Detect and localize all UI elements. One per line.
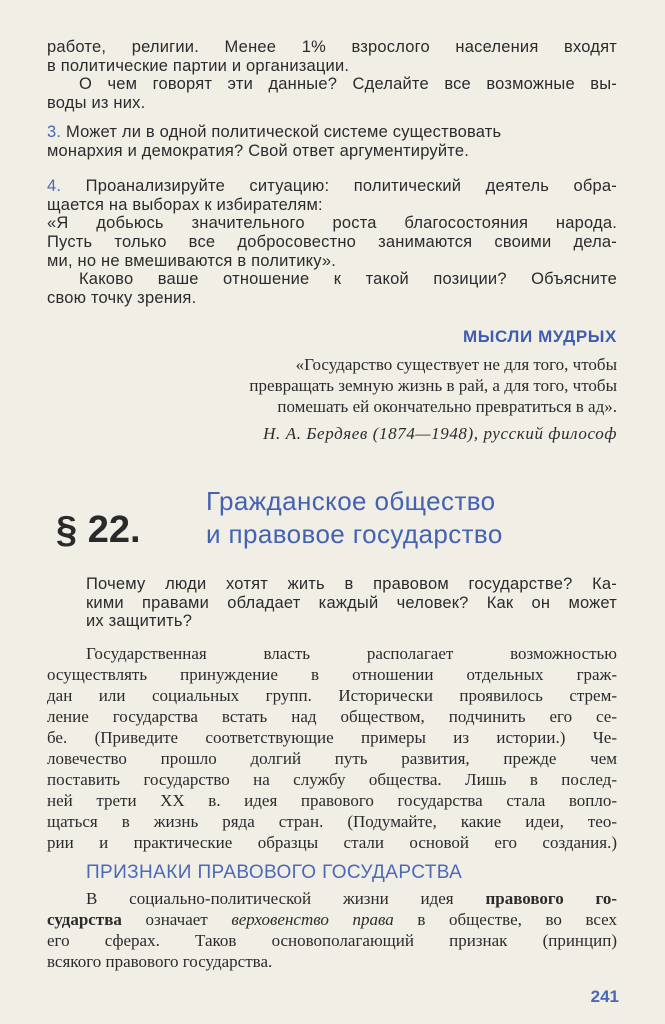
task-number: 4. [47,177,62,195]
wise-thoughts-heading: МЫСЛИ МУДРЫХ [462,327,617,346]
text-line: «Я добьюсь значительного роста благосостояния народа. [47,214,617,232]
task-3 [47,123,501,142]
section-line: всякого правового государства. [47,952,273,971]
text-span: в обществе, во всех [393,910,617,929]
text-line: воды из них. [47,94,146,112]
body-line: ление государства встать над обществом, подчинить его се- [47,707,617,726]
intro-line: их защитить? [86,612,193,630]
quote-author: Н. А. Бердяев (1874—1948), русский философ [263,424,617,443]
paragraph-number: § 22. [56,509,141,551]
body-line: осуществлять принуждение в отношении отдельных граж- [47,665,617,684]
intro-line: Почему люди хотят жить в правовом государстве? Ка- [86,575,617,593]
paragraph-title-line: и правовое государство [206,519,503,549]
text-line: в политические партии и организации. [47,57,350,75]
text-line: монархия и демократия? Свой ответ аргументируйте. [47,142,470,160]
section-heading: ПРИЗНАКИ ПРАВОВОГО ГОСУДАРСТВА [86,862,463,883]
paragraph-title-line: Гражданское общество [206,486,496,516]
quote-line: превращать земную жизнь в рай, а для того, чтобы [249,376,617,395]
text-span: означает [121,910,232,929]
task-number: 3. [47,123,62,141]
term-bold: правового го- [485,889,617,908]
term-italic: верховенство права [231,910,394,929]
body-line: щаться в жизнь ряда стран. (Подумайте, какие идеи, тео- [47,812,617,831]
section-line [86,888,617,909]
intro-line: кими правами обладает каждый человек? Как он может [86,594,617,612]
text-line: Каково ваше отношение к такой позиции? Объясните [79,270,617,288]
page-number: 241 [590,987,619,1006]
body-line: дан или социальных групп. Исторически проявилось стрем- [47,686,617,705]
text-span: В социально-политической жизни идея [86,889,486,908]
term-bold: сударства [47,910,122,929]
body-line: поставить государство на службу общества. Лишь в послед- [47,770,617,789]
body-line: бе. (Приведите соответствующие примеры из истории.) Че- [47,728,617,747]
body-line: ловечество прошло долгий путь развития, прежде чем [47,749,617,768]
text-line: свою точку зрения. [47,289,197,307]
task-text: Проанализируйте ситуацию: политический деятель обра- [85,177,617,195]
body-line: рии и практические образцы стали основой его создания.) [47,833,617,852]
text-line: О чем говорят эти данные? Сделайте все возможные вы- [79,75,617,93]
body-line: Государственная власть располагает возможностью [86,644,617,663]
text-line: ми, но не вмешиваются в политику». [47,252,337,270]
task-text: Может ли в одной политической системе существовать [65,123,502,141]
section-line: его сферах. Таков основополагающий признак (принцип) [47,931,617,950]
task-4 [47,177,617,196]
quote-line: помешать ей окончательно превратиться в ад». [277,397,617,416]
text-line: щается на выборах к избирателям: [47,196,323,214]
text-line: Пусть только все добросовестно занимаются своими дела- [47,233,617,251]
section-line [47,909,617,930]
text-line: работе, религии. Менее 1% взрослого населения входят [47,38,617,56]
quote-line: «Государство существует не для того, чтобы [295,355,617,374]
body-line: ней трети XX в. идея правового государства стала вопло- [47,791,617,810]
